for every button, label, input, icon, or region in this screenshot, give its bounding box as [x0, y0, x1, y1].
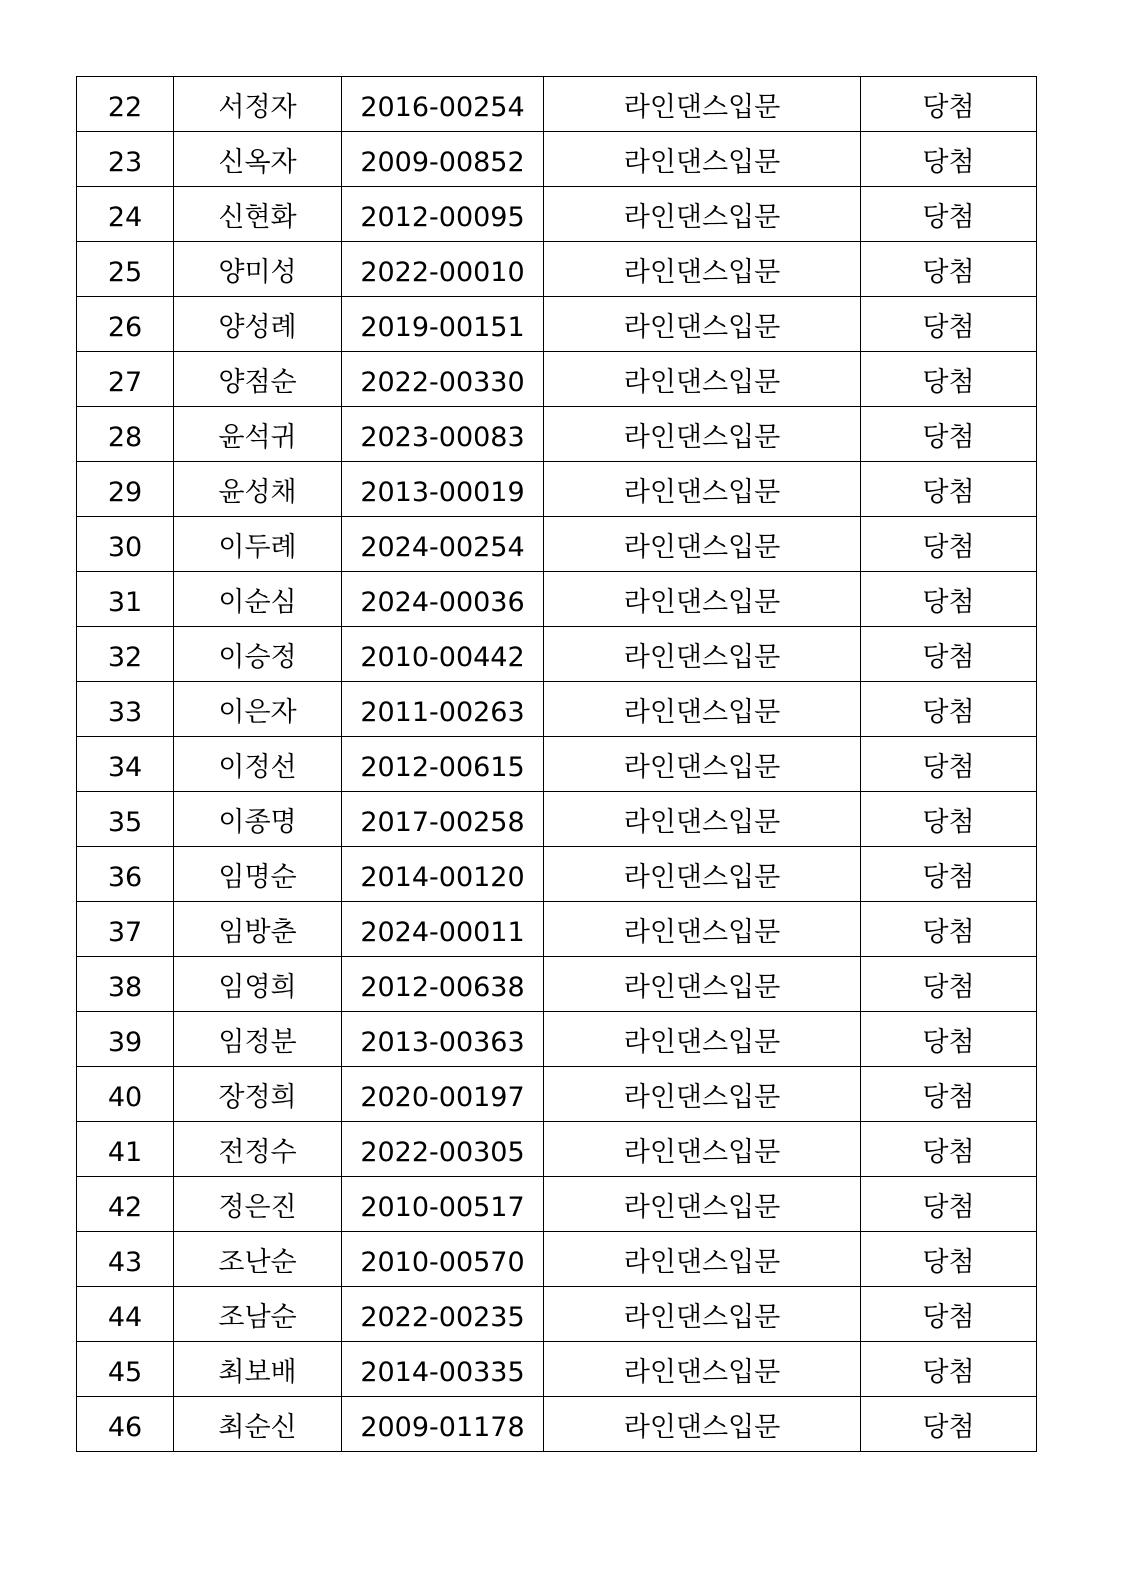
result-cell: 당첨: [861, 462, 1037, 517]
name-cell: 이종명: [174, 792, 342, 847]
name-cell: 임명순: [174, 847, 342, 902]
result-cell: 당첨: [861, 1342, 1037, 1397]
course-cell: 라인댄스입문: [544, 627, 861, 682]
lottery-result-table: [76, 76, 1037, 1452]
name-cell: 양미성: [174, 242, 342, 297]
table-row: [77, 1012, 1037, 1067]
result-cell: 당첨: [861, 1012, 1037, 1067]
name-cell: 이정선: [174, 737, 342, 792]
name-cell: 윤석귀: [174, 407, 342, 462]
course-cell: 라인댄스입문: [544, 352, 861, 407]
member-id-cell: 2022-00330: [342, 352, 544, 407]
row-number-cell: 28: [77, 407, 174, 462]
table-row: [77, 1232, 1037, 1287]
name-cell: 신옥자: [174, 132, 342, 187]
table-row: [77, 297, 1037, 352]
name-cell: 임정분: [174, 1012, 342, 1067]
result-cell: 당첨: [861, 572, 1037, 627]
result-cell: 당첨: [861, 1177, 1037, 1232]
member-id-cell: 2013-00363: [342, 1012, 544, 1067]
result-cell: 당첨: [861, 1122, 1037, 1177]
row-number-cell: 40: [77, 1067, 174, 1122]
member-id-cell: 2014-00335: [342, 1342, 544, 1397]
member-id-cell: 2024-00254: [342, 517, 544, 572]
row-number-cell: 37: [77, 902, 174, 957]
row-number-cell: 26: [77, 297, 174, 352]
name-cell: 이두례: [174, 517, 342, 572]
course-cell: 라인댄스입문: [544, 847, 861, 902]
row-number-cell: 42: [77, 1177, 174, 1232]
name-cell: 임방춘: [174, 902, 342, 957]
table-row: [77, 187, 1037, 242]
course-cell: 라인댄스입문: [544, 1232, 861, 1287]
course-cell: 라인댄스입문: [544, 132, 861, 187]
result-cell: 당첨: [861, 957, 1037, 1012]
member-id-cell: 2011-00263: [342, 682, 544, 737]
course-cell: 라인댄스입문: [544, 297, 861, 352]
course-cell: 라인댄스입문: [544, 1122, 861, 1177]
row-number-cell: 33: [77, 682, 174, 737]
row-number-cell: 22: [77, 77, 174, 132]
member-id-cell: 2012-00615: [342, 737, 544, 792]
name-cell: 최순신: [174, 1397, 342, 1452]
member-id-cell: 2010-00570: [342, 1232, 544, 1287]
table-row: [77, 627, 1037, 682]
name-cell: 조난순: [174, 1232, 342, 1287]
name-cell: 양점순: [174, 352, 342, 407]
course-cell: 라인댄스입문: [544, 1067, 861, 1122]
member-id-cell: 2013-00019: [342, 462, 544, 517]
table-row: [77, 1342, 1037, 1397]
course-cell: 라인댄스입문: [544, 1177, 861, 1232]
member-id-cell: 2024-00011: [342, 902, 544, 957]
result-cell: 당첨: [861, 352, 1037, 407]
table-row: [77, 352, 1037, 407]
row-number-cell: 30: [77, 517, 174, 572]
member-id-cell: 2009-01178: [342, 1397, 544, 1452]
table-row: [77, 1397, 1037, 1452]
name-cell: 전정수: [174, 1122, 342, 1177]
table-row: [77, 1067, 1037, 1122]
table-row: [77, 77, 1037, 132]
row-number-cell: 23: [77, 132, 174, 187]
member-id-cell: 2020-00197: [342, 1067, 544, 1122]
result-cell: 당첨: [861, 297, 1037, 352]
row-number-cell: 35: [77, 792, 174, 847]
result-cell: 당첨: [861, 737, 1037, 792]
table-row: [77, 132, 1037, 187]
name-cell: 서정자: [174, 77, 342, 132]
member-id-cell: 2014-00120: [342, 847, 544, 902]
course-cell: 라인댄스입문: [544, 1397, 861, 1452]
result-cell: 당첨: [861, 902, 1037, 957]
course-cell: 라인댄스입문: [544, 792, 861, 847]
member-id-cell: 2019-00151: [342, 297, 544, 352]
member-id-cell: 2022-00235: [342, 1287, 544, 1342]
row-number-cell: 46: [77, 1397, 174, 1452]
course-cell: 라인댄스입문: [544, 242, 861, 297]
result-cell: 당첨: [861, 187, 1037, 242]
course-cell: 라인댄스입문: [544, 1342, 861, 1397]
table-row: [77, 957, 1037, 1012]
row-number-cell: 36: [77, 847, 174, 902]
name-cell: 정은진: [174, 1177, 342, 1232]
table-row: [77, 1177, 1037, 1232]
result-cell: 당첨: [861, 847, 1037, 902]
member-id-cell: 2022-00305: [342, 1122, 544, 1177]
name-cell: 이승정: [174, 627, 342, 682]
table-row: [77, 407, 1037, 462]
course-cell: 라인댄스입문: [544, 737, 861, 792]
table-row: [77, 847, 1037, 902]
name-cell: 신현화: [174, 187, 342, 242]
course-cell: 라인댄스입문: [544, 517, 861, 572]
course-cell: 라인댄스입문: [544, 77, 861, 132]
table-row: [77, 572, 1037, 627]
row-number-cell: 29: [77, 462, 174, 517]
member-id-cell: 2010-00517: [342, 1177, 544, 1232]
row-number-cell: 31: [77, 572, 174, 627]
table-row: [77, 242, 1037, 297]
table-row: [77, 682, 1037, 737]
member-id-cell: 2016-00254: [342, 77, 544, 132]
table-row: [77, 517, 1037, 572]
result-cell: 당첨: [861, 792, 1037, 847]
name-cell: 이순심: [174, 572, 342, 627]
name-cell: 윤성채: [174, 462, 342, 517]
table-row: [77, 792, 1037, 847]
member-id-cell: 2022-00010: [342, 242, 544, 297]
name-cell: 이은자: [174, 682, 342, 737]
result-cell: 당첨: [861, 1287, 1037, 1342]
row-number-cell: 41: [77, 1122, 174, 1177]
course-cell: 라인댄스입문: [544, 902, 861, 957]
row-number-cell: 39: [77, 1012, 174, 1067]
member-id-cell: 2012-00638: [342, 957, 544, 1012]
member-id-cell: 2017-00258: [342, 792, 544, 847]
row-number-cell: 43: [77, 1232, 174, 1287]
row-number-cell: 24: [77, 187, 174, 242]
course-cell: 라인댄스입문: [544, 1012, 861, 1067]
row-number-cell: 38: [77, 957, 174, 1012]
row-number-cell: 32: [77, 627, 174, 682]
table-row: [77, 462, 1037, 517]
result-cell: 당첨: [861, 682, 1037, 737]
table-row: [77, 902, 1037, 957]
course-cell: 라인댄스입문: [544, 682, 861, 737]
course-cell: 라인댄스입문: [544, 957, 861, 1012]
table-body: [77, 77, 1037, 1452]
result-cell: 당첨: [861, 77, 1037, 132]
course-cell: 라인댄스입문: [544, 572, 861, 627]
result-cell: 당첨: [861, 627, 1037, 682]
row-number-cell: 25: [77, 242, 174, 297]
result-cell: 당첨: [861, 1397, 1037, 1452]
result-cell: 당첨: [861, 132, 1037, 187]
name-cell: 양성례: [174, 297, 342, 352]
member-id-cell: 2009-00852: [342, 132, 544, 187]
name-cell: 장정희: [174, 1067, 342, 1122]
member-id-cell: 2023-00083: [342, 407, 544, 462]
result-cell: 당첨: [861, 407, 1037, 462]
course-cell: 라인댄스입문: [544, 462, 861, 517]
name-cell: 임영희: [174, 957, 342, 1012]
row-number-cell: 34: [77, 737, 174, 792]
member-id-cell: 2024-00036: [342, 572, 544, 627]
course-cell: 라인댄스입문: [544, 187, 861, 242]
table-row: [77, 1287, 1037, 1342]
table-row: [77, 1122, 1037, 1177]
result-cell: 당첨: [861, 242, 1037, 297]
row-number-cell: 44: [77, 1287, 174, 1342]
course-cell: 라인댄스입문: [544, 1287, 861, 1342]
result-cell: 당첨: [861, 1067, 1037, 1122]
member-id-cell: 2010-00442: [342, 627, 544, 682]
result-cell: 당첨: [861, 517, 1037, 572]
name-cell: 최보배: [174, 1342, 342, 1397]
table-row: [77, 737, 1037, 792]
member-id-cell: 2012-00095: [342, 187, 544, 242]
result-cell: 당첨: [861, 1232, 1037, 1287]
name-cell: 조남순: [174, 1287, 342, 1342]
row-number-cell: 45: [77, 1342, 174, 1397]
row-number-cell: 27: [77, 352, 174, 407]
course-cell: 라인댄스입문: [544, 407, 861, 462]
